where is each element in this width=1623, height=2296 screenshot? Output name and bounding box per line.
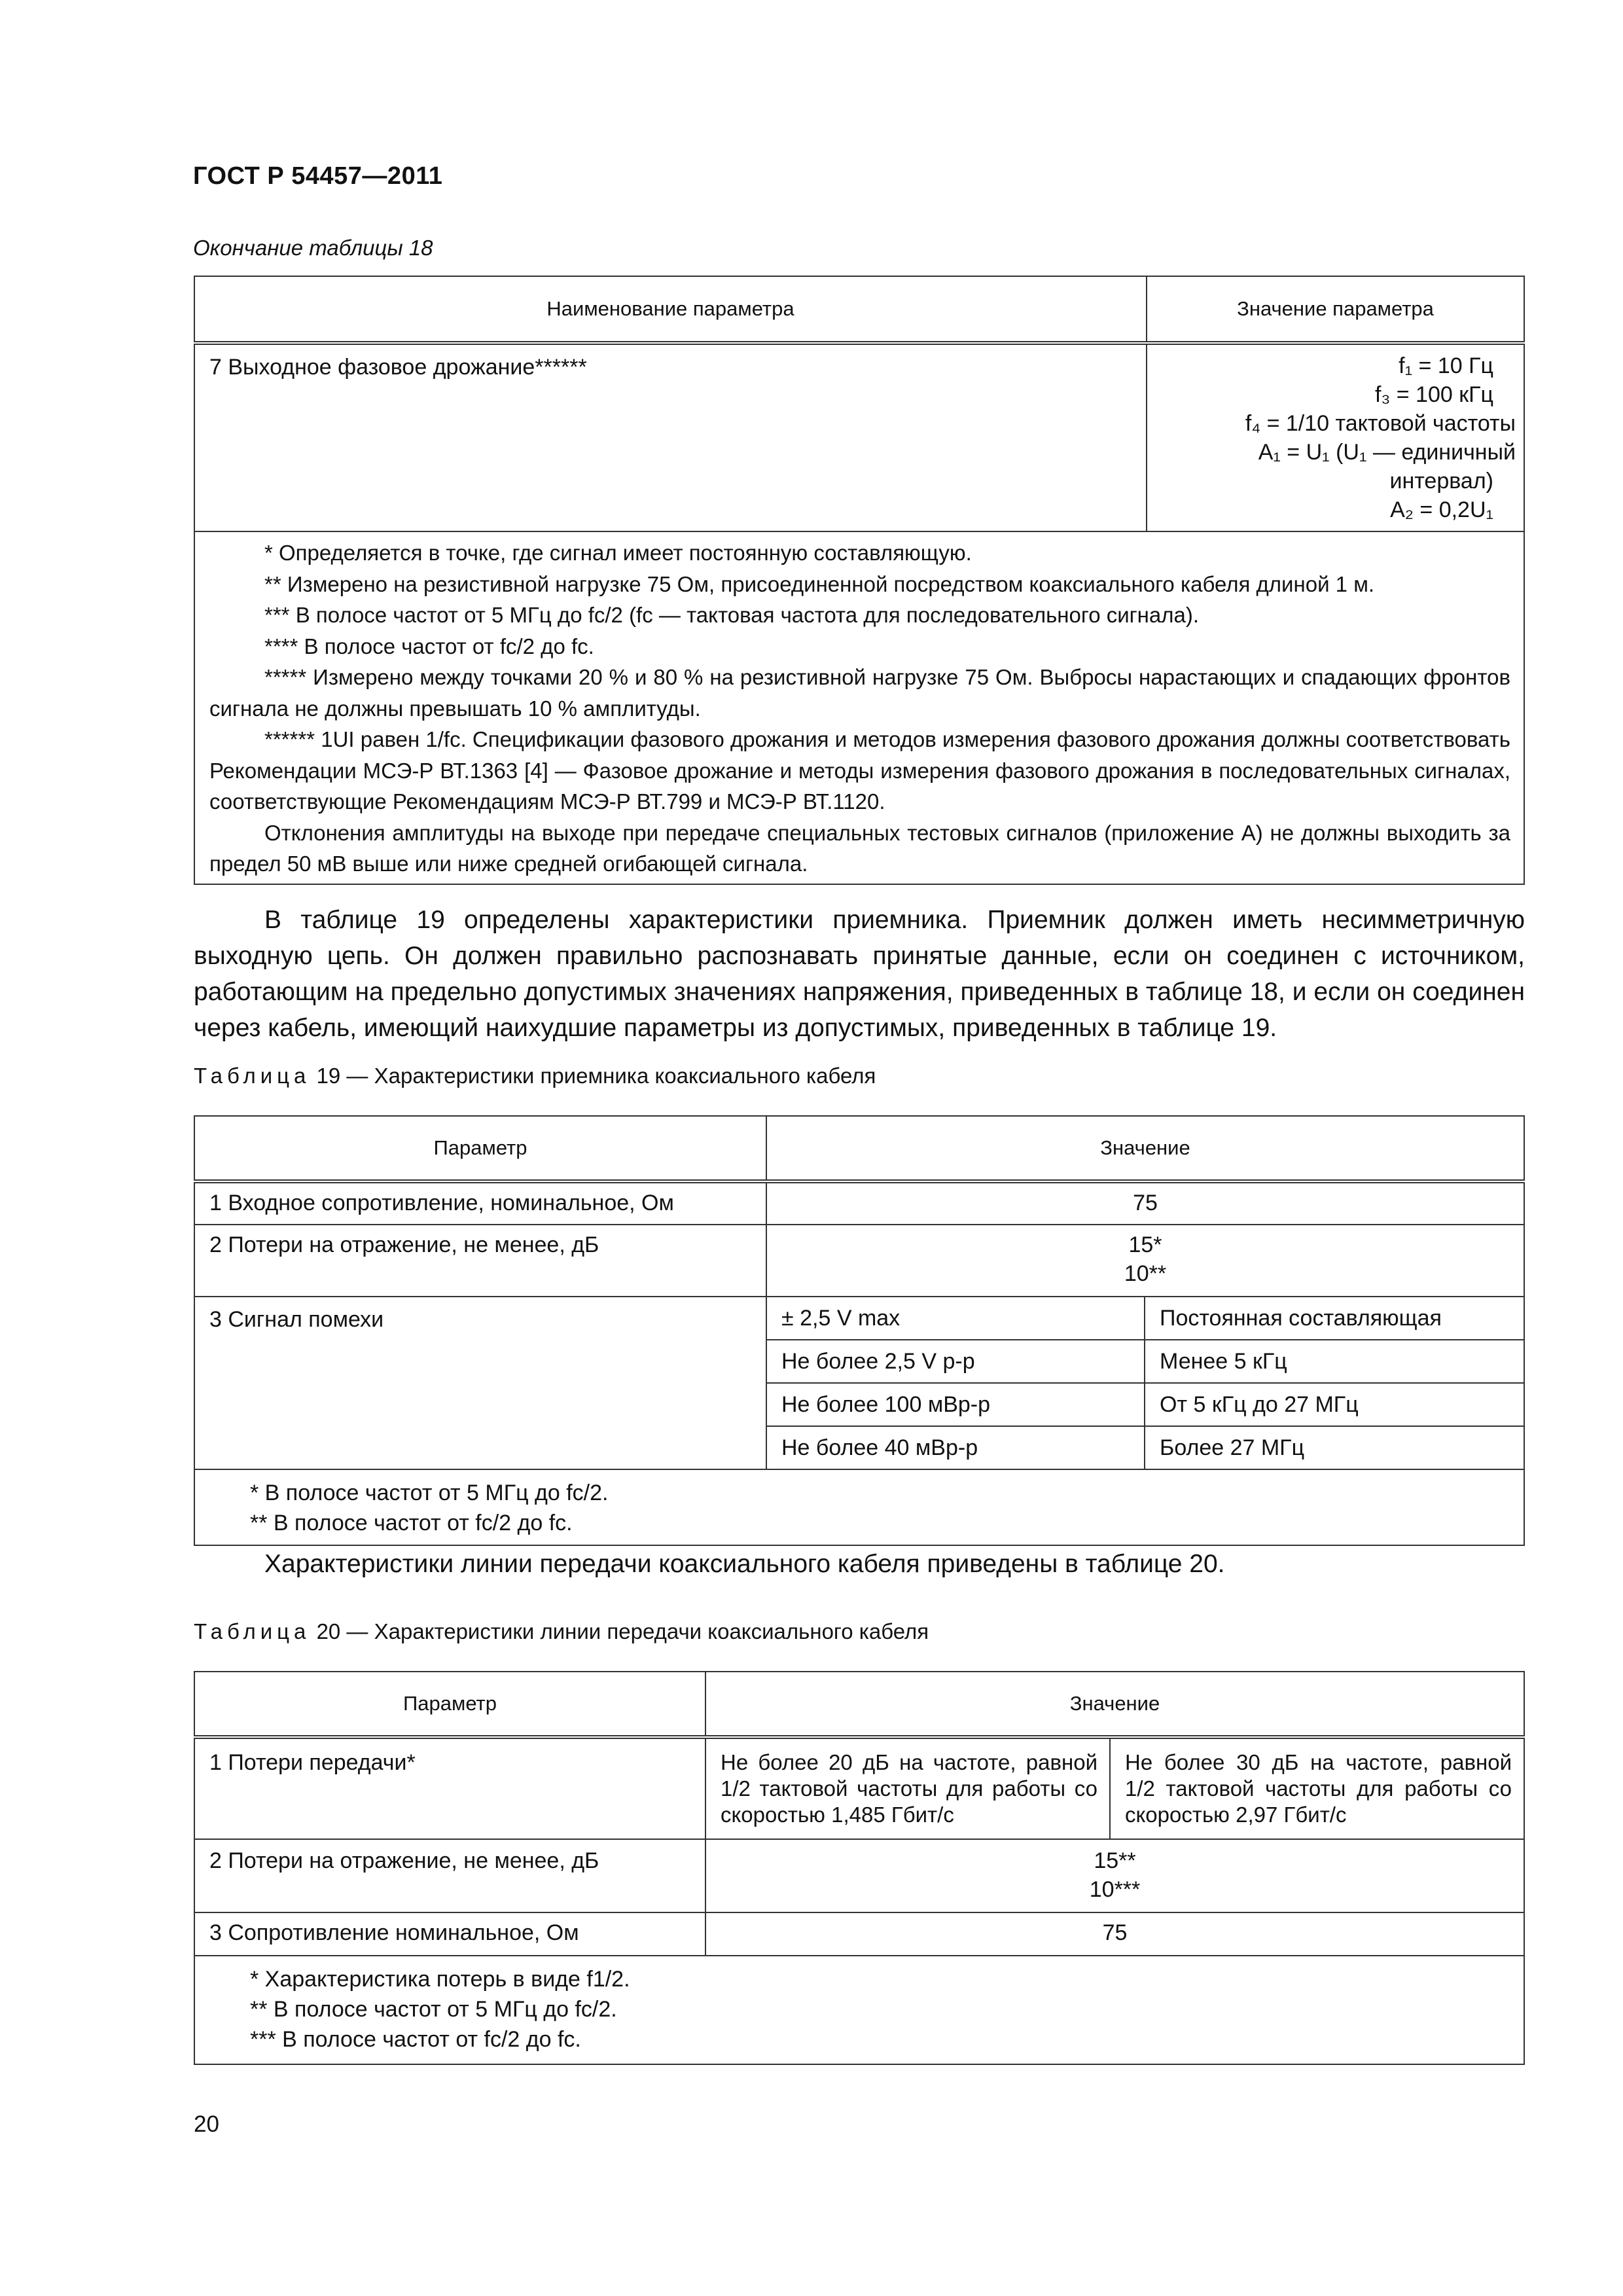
table19-row3-level-2: Не более 100 мВр-р: [766, 1383, 1145, 1426]
table19-notes: [194, 1469, 1524, 1545]
table18-note-5: ***** Измерено между точками 20 % и 80 % на резистивной нагрузке 75 Ом. Выбросы нарастающих и спадающих фронтов сигнала не должны превышать 10 % амплитуды.: [209, 665, 1510, 721]
table19-row3-param: 3 Сигнал помехи: [194, 1297, 766, 1469]
table20-row2-param: 2 Потери на отражение, не менее, дБ: [194, 1839, 705, 1912]
table19-row2-value-2: 10**: [1124, 1261, 1167, 1286]
table18-row7-value-5: A₂ = 0,2U₁: [1390, 497, 1493, 522]
table19-row2-param: 2 Потери на отражение, не менее, дБ: [194, 1225, 766, 1297]
table19-row3-level-1: Не более 2,5 V р-р: [766, 1340, 1145, 1383]
table18-header-value: Значение параметра: [1147, 276, 1524, 343]
table20-note-3: *** В полосе частот от fc/2 до fc.: [250, 2027, 581, 2052]
table18-notes: [194, 531, 1524, 884]
table19-caption: [194, 1064, 876, 1088]
table18-row7-values: [1147, 343, 1524, 531]
table19-row3-freq-2: От 5 кГц до 27 МГц: [1145, 1383, 1524, 1426]
page-number: 20: [194, 2111, 219, 2137]
table20-row2-value-2: 10***: [1089, 1877, 1141, 1902]
table19-caption-text: 19 — Характеристики приемника коаксиального кабеля: [316, 1064, 876, 1088]
table18-row7-param: 7 Выходное фазовое дрожание******: [194, 343, 1147, 531]
document-title: ГОСТ Р 54457—2011: [193, 162, 443, 190]
table19-note-1: * В полосе частот от 5 МГц до fc/2.: [250, 1480, 609, 1505]
table20-note-1: * Характеристика потерь в виде f1/2.: [250, 1967, 630, 1992]
table-18: [194, 276, 1525, 885]
table19-caption-prefix: Таблица: [194, 1064, 311, 1088]
table18-row7-value-1: f₃ = 100 кГц: [1375, 382, 1493, 407]
table20-row1-value-1: Не более 20 дБ на частоте, равной 1/2 тактовой частоты для работы со скоростью 1,485 Гбит/с: [705, 1737, 1110, 1839]
table18-row7-value-3: A₁ = U₁ (U₁ — единичный: [1258, 440, 1516, 465]
table20-intro: Характеристики линии передачи коаксиального кабеля приведены в таблице 20.: [264, 1550, 1225, 1578]
body-paragraph: [194, 902, 1525, 1046]
table18-note-1: * Определяется в точке, где сигнал имеет постоянную составляющую.: [264, 541, 972, 565]
table20-header-param: Параметр: [194, 1672, 705, 1737]
table18-note-6: ****** 1UI равен 1/fc. Спецификации фазового дрожания и методов измерения фазового дрожания должны соответствовать Рекомендации МСЭ-Р ВТ.1363 [4] — Фазовое дрожание и методы измерения фазового дрожания в последовательных сигналах, соответствующие Рекомендациям МСЭ-Р ВТ.799 и МСЭ-Р ВТ.1120.: [209, 727, 1510, 814]
table20-caption-prefix: Таблица: [194, 1619, 311, 1643]
table20-caption: [194, 1619, 929, 1644]
table19-row3-freq-3: Более 27 МГц: [1145, 1426, 1524, 1469]
paragraph-text: В таблице 19 определены характеристики приемника. Приемник должен иметь несимметричную выходную цепь. Он должен правильно распознавать принятые данные, если он соединен с источником, работающим на предельно допустимых значениях напряжения, приведенных в таблице 18, и если он соединен через кабель, имеющий наихудшие параметры из допустимых, приведенных в таблице 19.: [194, 906, 1525, 1042]
table19-note-2: ** В полосе частот от fc/2 до fc.: [250, 1511, 573, 1535]
table18-note-3: *** В полосе частот от 5 МГц до fc/2 (fc — тактовая частота для последовательного сигнала).: [264, 603, 1200, 627]
table20-notes: [194, 1956, 1524, 2064]
table-19: [194, 1115, 1525, 1546]
table19-header-param: Параметр: [194, 1116, 766, 1181]
table18-note-7: Отклонения амплитуды на выходе при передаче специальных тестовых сигналов (приложение А) не должны выходить за предел 50 мВ выше или ниже средней огибающей сигнала.: [209, 820, 1510, 876]
table19-row2-value-1: 15*: [1128, 1232, 1162, 1257]
table20-row3-value: 75: [705, 1912, 1524, 1956]
table18-note-4: **** В полосе частот от fc/2 до fc.: [264, 634, 594, 658]
table19-row3-level-0: ± 2,5 V max: [766, 1297, 1145, 1340]
table19-row1-value: 75: [766, 1181, 1524, 1225]
table18-caption: Окончание таблицы 18: [193, 236, 433, 260]
table18-row7-value-0: f₁ = 10 Гц: [1399, 353, 1493, 378]
table19-row2-values: [766, 1225, 1524, 1297]
table18-row7-value-2: f₄ = 1/10 тактовой частоты: [1245, 411, 1516, 436]
table20-row1-param: 1 Потери передачи*: [194, 1737, 705, 1839]
table-20: [194, 1671, 1525, 2065]
table18-note-2: ** Измерено на резистивной нагрузке 75 Ом, присоединенной посредством коаксиального кабеля длиной 1 м.: [264, 571, 1375, 596]
table19-row3-freq-1: Менее 5 кГц: [1145, 1340, 1524, 1383]
table20-row2-value-1: 15**: [1094, 1848, 1136, 1873]
table18-header-param: Наименование параметра: [194, 276, 1147, 343]
table19-row3-freq-0: Постоянная составляющая: [1145, 1297, 1524, 1340]
table18-row7-value-4: интервал): [1389, 469, 1493, 493]
table19-row3-level-3: Не более 40 мВр-р: [766, 1426, 1145, 1469]
table20-note-2: ** В полосе частот от 5 МГц до fc/2.: [250, 1997, 617, 2022]
table19-header-value: Значение: [766, 1116, 1524, 1181]
table20-caption-text: 20 — Характеристики линии передачи коаксиального кабеля: [316, 1619, 929, 1643]
table19-row1-param: 1 Входное сопротивление, номинальное, Ом: [194, 1181, 766, 1225]
table20-header-value: Значение: [705, 1672, 1524, 1737]
table20-row1-value-2: Не более 30 дБ на частоте, равной 1/2 тактовой частоты для работы со скоростью 2,97 Гбит/с: [1110, 1737, 1524, 1839]
table20-row3-param: 3 Сопротивление номинальное, Ом: [194, 1912, 705, 1956]
table20-row2-values: [705, 1839, 1524, 1912]
